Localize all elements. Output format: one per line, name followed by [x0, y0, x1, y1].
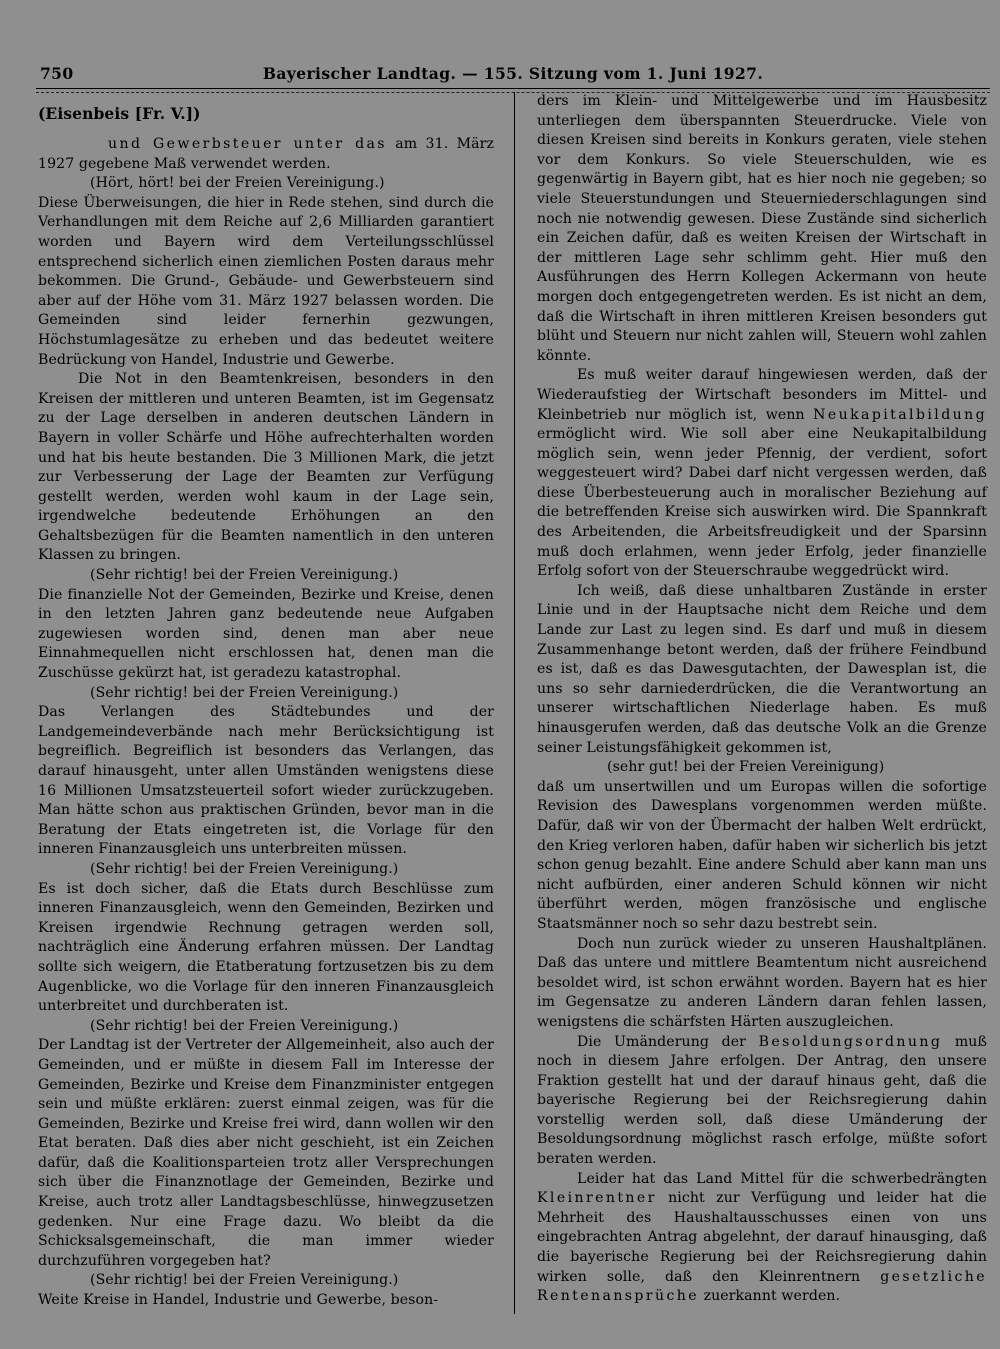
paragraph — [38, 135, 494, 174]
page-number: 750 — [40, 64, 74, 83]
paragraph: Das Verlangen des Städtebundes und der Landgemeindeverbände nach mehr Berücksichtigung ist begreiflich. Begreiflich ist besonders das Verlangen, das darauf hinausgeht, unter allen Umständen wenigstens diese 16 Millionen Umsatzsteuerteil sofort wieder zurückzugeben. Man hätte schon aus praktischen Gründen, bevor man in die Beratung der Etats eingetreten ist, die Vorlage für den inneren Finanzausgleich uns unterbreiten müssen. — [38, 704, 494, 858]
spaced-text: Besoldungsordnung — [758, 1033, 943, 1050]
interjection: (sehr gut! bei der Freien Vereinigung) — [607, 759, 885, 776]
paragraph-text: muß noch in diesem Jahre erfolgen. Der Antrag, den unsere Fraktion gestellt hat und der darauf hinaus geht, daß die bayerische Regierung bei der Reichsregierung dahin vorstellig werden soll, daß diese Umänderung der Besoldungsordnung möglichst rasch erfolge, müßte sofort beraten werden. — [537, 1033, 987, 1168]
spaced-text: Neukapitalbildung — [813, 406, 987, 423]
spaced-text: und Gewerbsteuer unter das — [108, 136, 387, 152]
paragraph-text: am 31. März 1927 gegebene Maß verwendet werden. — [38, 136, 494, 172]
paragraph — [537, 1033, 987, 1170]
interjection: (Sehr richtig! bei der Freien Vereinigung.) — [90, 1272, 399, 1289]
header-rule — [36, 88, 990, 89]
page-header — [38, 64, 988, 86]
running-title: Bayerischer Landtag. — 155. Sitzung vom 1. Juni 1927. — [262, 64, 764, 83]
paragraph: Diese Überweisungen, die hier in Rede stehen, sind durch die Verhandlungen mit dem Reiche auf 2,6 Milliarden garantiert worden und Bayern wird dem Verteilungsschlüssel entsprechend sicherlich einen ziemlichen Posten daraus mehr bekommen. Die Grund-, Gebäude- und Gewerbsteuern sind aber auf der Höhe vom 31. März 1927 belassen worden. Die Gemeinden sind leider fernerhin gezwungen, Höchstumlagesätze zu erheben und das bedeutet weitere Bedrückung von Handel, Industrie und Gewerbe. — [38, 194, 494, 368]
paragraph: Der Landtag ist der Vertreter der Allgemeinheit, also auch der Gemeinden, und er müßte in diesem Fall im Interesse der Gemeinden, Bezirke und Kreise dem Finanzminister entgegen sein und müßte erklären: zuerst einmal zeigen, was für die Gemeinden, Bezirke und Kreise frei wird, dann wollen wir den Etat beraten. Daß dies aber nicht geschieht, ist ein Zeichen dafür, daß die Koalitionsparteien trotz aller Versprechungen sich über die Finanznotlage der Gemeinden, Bezirke und Kreise, auch trotz aller Landtagsbeschlüsse, hinwegzusetzen gedenken. Nur eine Frage dazu. Wo bleibt da die Schicksalsgemeinschaft, die man immer wieder durchzuführen vorgegeben hat? — [38, 1037, 494, 1269]
interjection: (Hört, hört! bei der Freien Vereinigung.) — [90, 175, 385, 192]
paragraph-text: ermöglicht wird. Wie soll aber eine Neukapitalbildung möglich sein, wenn jeder Pfennig, der verdient, sofort weggesteuert wird? Dabei darf nicht vergessen werden, daß diese Überbesteuerung auch in moralischer Beziehung auf die betreffenden Kreise sich auswirken wird. Die Spannkraft des Arbeitenden, die Arbeitsfreudigkeit und der Sparsinn muß doch erlahmen, wenn jeder Erfolg, jeder finanzielle Erfolg sofort von der Steuerschraube weggedrückt wird. — [537, 426, 987, 580]
paragraph-text: Leider hat das Land Mittel für die schwerbedrängten — [577, 1170, 987, 1187]
paragraph: Es ist doch sicher, daß die Etats durch Beschlüsse zum inneren Finanzausgleich, wenn den Gemeinden, Bezirken und Kreisen irgendwie Rechnung getragen werden soll, nachträglich eine Änderung erfahren müssen. Der Landtag sollte sich weigern, die Etatberatung fortzusetzen bis zu dem Augenblicke, wo die Vorlage für den inneren Finanzausgleich unterbreitet und durchberaten ist. — [38, 880, 494, 1015]
speaker-label: (Eisenbeis [Fr. V.]) — [38, 104, 201, 123]
paragraph: Weite Kreise in Handel, Industrie und Gewerbe, beson- — [38, 1292, 439, 1309]
interjection: (Sehr richtig! bei der Freien Vereinigung.) — [90, 860, 399, 877]
interjection: (Sehr richtig! bei der Freien Vereinigung.) — [90, 1017, 399, 1034]
paragraph: ders im Klein- und Mittelgewerbe und im Hausbesitz unterliegen dem überspannten Steuerdrucke. Viele von diesen Kreisen sind bereits in Konkurs geraten, viele stehen vor dem Konkurs. So viele Steuerschulden, wie es gegenwärtig in Bayern gibt, hat es hier noch nie gegeben; so viele Steuerstundungen und Steuerniederschlagungen sind noch nie notwendig gewesen. Diese Zustände sind sicherlich ein Zeichen dafür, daß es weiten Kreisen der Wirtschaft in der mittleren Lage sehr schlimm geht. Hier muß den Ausführungen des Herrn Kollegen Ackermann von heute morgen doch entgegengetreten werden. Es ist nicht an dem, daß die Wirtschaft in ihren mittleren Kreisen besonders gut blüht und Steuern nur nicht zahlen will, Steuern wohl zahlen könnte. — [537, 93, 987, 364]
paragraph-text: Die Umänderung der — [577, 1033, 759, 1050]
paragraph-text: nicht zur Verfügung und leider hat die Mehrheit des Haushaltausschusses einen von uns eingebrachten Antrag abgelehnt, der darauf hinausging, daß die bayerische Regierung bei der Reichsregierung dahin wirken solle, daß den Kleinrentnern — [537, 1190, 987, 1285]
paragraph-text: zuerkannt werden. — [698, 1288, 841, 1305]
interjection: (Sehr richtig! bei der Freien Vereinigung.) — [90, 684, 399, 701]
spaced-text: Kleinrentner — [537, 1190, 657, 1207]
paragraph — [537, 366, 987, 582]
paragraph: Ich weiß, daß diese unhaltbaren Zustände in erster Linie und in der Hauptsache nicht dem Reiche und dem Lande zur Last zu legen sind. Es darf und muß in diesem Zusammenhange betont werden, daß der frühere Feindbund es ist, daß es das Dawesgutachten, der Dawesplan ist, die uns so sehr darniederdrücken, die die Verantwortung an unserer wirtschaftlichen Niederlage haben. Es muß hinausgerufen werden, daß das deutsche Volk an die Grenze seiner Leistungsfähigkeit gekommen ist, — [537, 582, 987, 756]
interjection: (Sehr richtig! bei der Freien Vereinigung.) — [90, 567, 399, 584]
paragraph: Doch nun zurück wieder zu unseren Haushaltplänen. Daß das untere und mittlere Beamtentum nicht ausreichend besoldet wird, ist schon erwähnt worden. Bayern hat es hier im Gegensatze zu anderen Ländern daran fehlen lassen, wenigstens die schärfsten Härten auszugleichen. — [537, 935, 987, 1030]
paragraph-text: Es muß weiter darauf hingewiesen werden, daß der Wiederaufstieg der Wirtschaft besonders im Mittel- und Kleinbetrieb nur möglich ist, wenn — [537, 367, 987, 423]
paragraph — [537, 1170, 987, 1307]
spaced-text: gesetzliche Rentenansprüche — [537, 1268, 987, 1305]
paragraph: Die finanzielle Not der Gemeinden, Bezirke und Kreise, denen in den letzten Jahren ganz bedeutende neue Aufgaben zugewiesen worden sind, denen man aber neue Einnahmequellen nicht erschlossen hat, denen man die Zuschüsse gekürzt hat, ist geradezu katastrophal. — [38, 586, 494, 682]
left-column — [38, 100, 494, 1311]
paragraph: daß um unsertwillen und um Europas willen die sofortige Revision des Dawesplans vorgenommen werden müßte. Dafür, daß wir von der Übermacht der halben Welt erdrückt, den Krieg verloren haben, dafür haben wir sicherlich bis jetzt schon genug bezahlt. Eine andere Schuld aber kann man uns nicht aufbürden, einer anderen Schuld können wir nicht überführt werden, mögen französische und englische Staatsmänner noch so sehr dazu bestrebt sein. — [537, 778, 987, 932]
paragraph: Die Not in den Beamtenkreisen, besonders in den Kreisen der mittleren und unteren Beamten, ist im Gegensatz zu der Lage derselben in anderen deutschen Ländern in Bayern in voller Schärfe und Höhe aufrechterhalten worden und hat bis heute bestanden. Die 3 Millionen Mark, die jetzt zur Verbesserung der Lage der Beamten zur Verfügung gestellt werden, werden wohl kaum in der Lage sein, irgendwelche bedeutende Erhöhungen an den Gehaltsbezügen für die Beamten namentlich in den unteren Klassen zu bringen. — [38, 371, 494, 564]
column-divider — [514, 92, 515, 1314]
right-column — [537, 92, 987, 1307]
